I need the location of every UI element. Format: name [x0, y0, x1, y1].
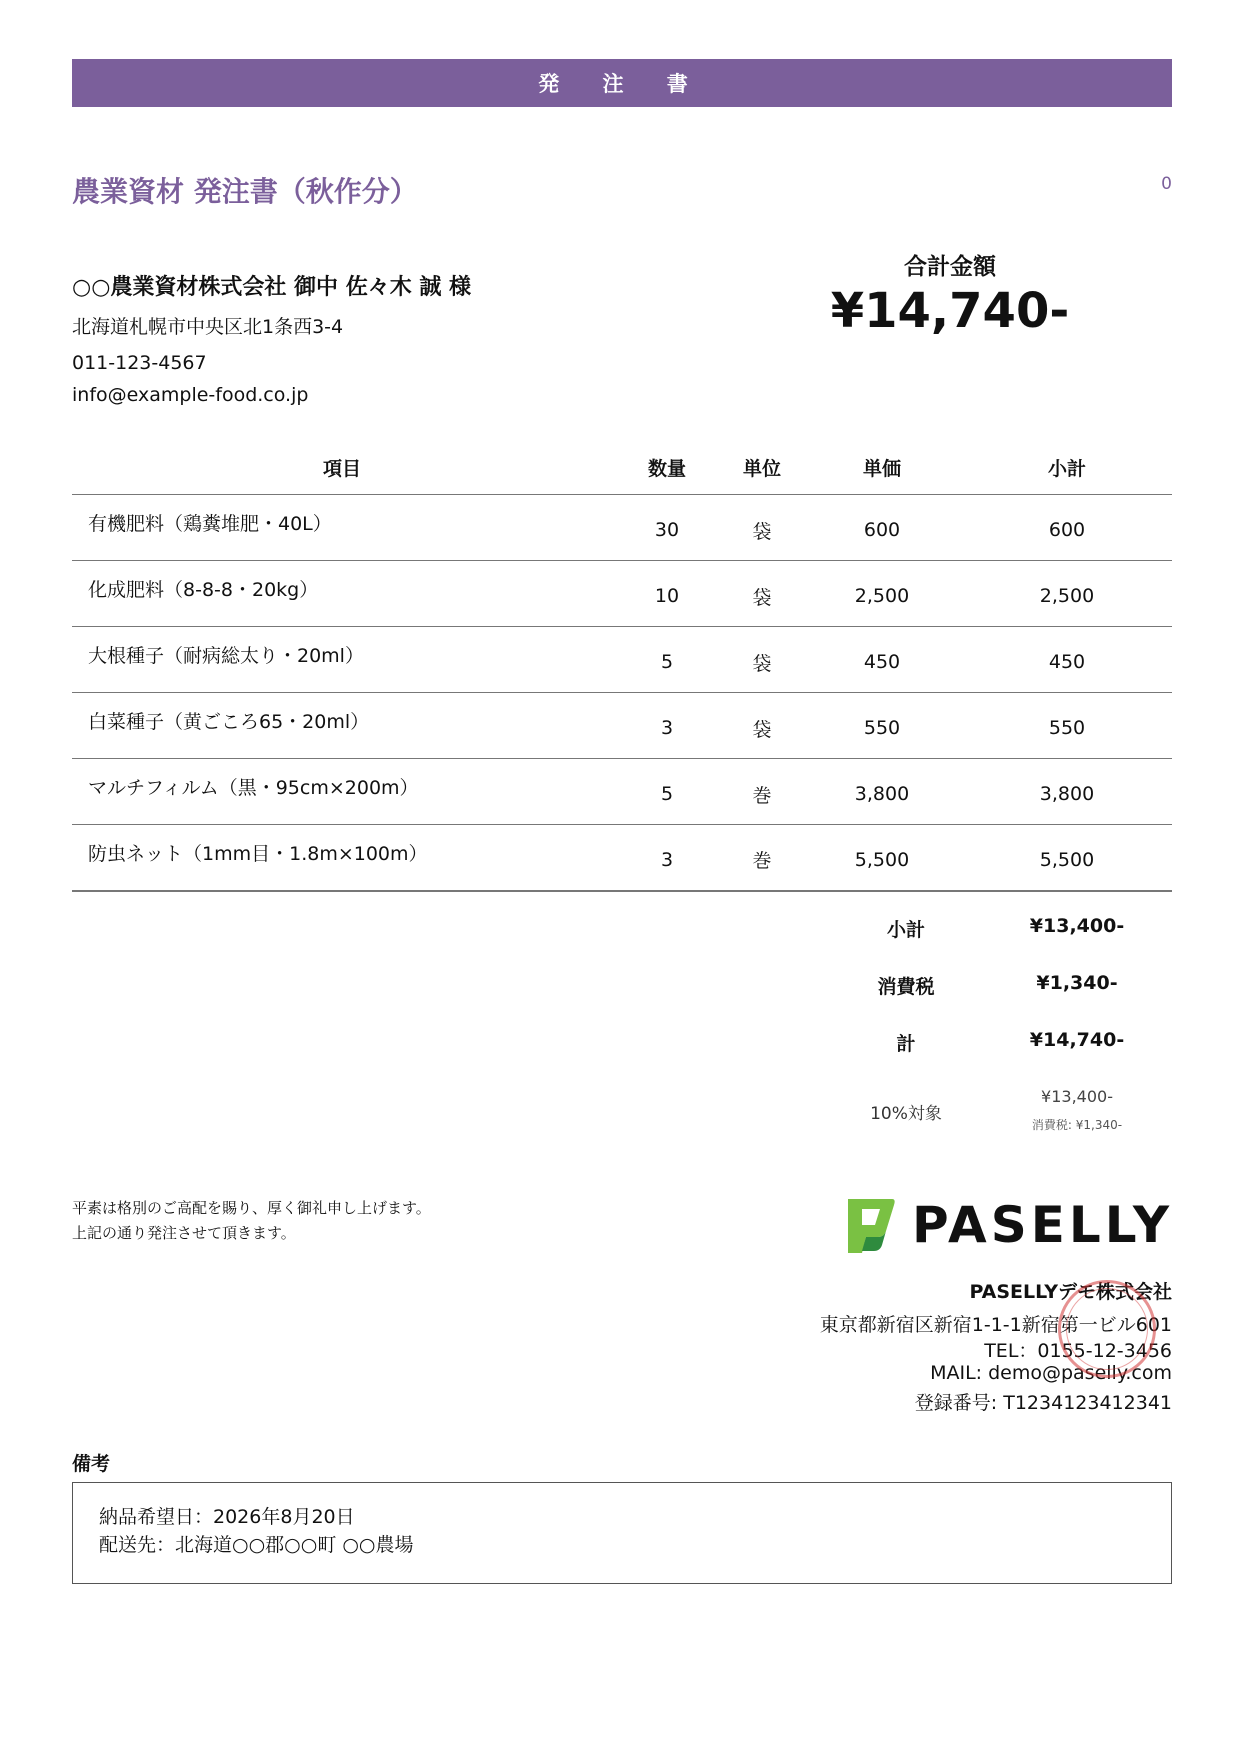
header-unit: 単位 — [722, 440, 802, 495]
item-unit-price: 3,800 — [802, 759, 962, 825]
table-row — [72, 561, 1172, 627]
items-table — [72, 440, 1172, 892]
item-name: 白菜種子（黄ごころ65・20ml） — [72, 693, 612, 759]
tax-rate-base: ¥13,400- — [1041, 1087, 1113, 1106]
summary-subtotal-label: 小計 — [886, 919, 925, 941]
header-unit-price: 単価 — [802, 440, 962, 495]
total-amount-label: 合計金額 — [904, 254, 996, 280]
item-unit: 袋 — [722, 495, 802, 561]
company-seal-stamp — [1058, 1280, 1156, 1378]
item-subtotal: 3,800 — [962, 759, 1172, 825]
summary-tax-label: 消費税 — [877, 976, 935, 998]
notes-line-1: 納品希望日：2026年8月20日 — [99, 1506, 355, 1528]
summary-total-value: ¥14,740- — [1029, 1029, 1125, 1051]
total-amount-value: ¥14,740- — [830, 283, 1070, 339]
table-header-row — [72, 440, 1172, 495]
item-quantity: 3 — [612, 825, 722, 891]
company-address: 東京都新宿区新宿1-1-1新宿第一ビル601 — [819, 1314, 1172, 1336]
item-quantity: 5 — [612, 627, 722, 693]
item-subtotal: 5,500 — [962, 825, 1172, 891]
item-unit-price: 550 — [802, 693, 962, 759]
document-title: 農業資材 発注書（秋作分） — [72, 175, 418, 208]
recipient-name: ○○農業資材株式会社 御中 佐々木 誠 様 — [72, 275, 472, 300]
table-row — [72, 693, 1172, 759]
item-unit-price: 600 — [802, 495, 962, 561]
item-unit: 巻 — [722, 825, 802, 891]
item-name: 有機肥料（鶏糞堆肥・40L） — [72, 495, 612, 561]
item-unit: 巻 — [722, 759, 802, 825]
item-name: マルチフィルム（黒・95cm×200m） — [72, 759, 612, 825]
banner-title: 発 注 書 — [538, 72, 706, 96]
greeting-line-1: 平素は格別のご高配を賜り、厚く御礼申し上げます。 — [72, 1199, 431, 1217]
item-subtotal: 2,500 — [962, 561, 1172, 627]
item-subtotal: 450 — [962, 627, 1172, 693]
page-number: 0 — [1161, 174, 1172, 194]
item-quantity: 3 — [612, 693, 722, 759]
summary-subtotal-value: ¥13,400- — [1029, 915, 1125, 937]
item-unit: 袋 — [722, 561, 802, 627]
item-subtotal: 600 — [962, 495, 1172, 561]
item-unit-price: 450 — [802, 627, 962, 693]
item-quantity: 5 — [612, 759, 722, 825]
table-row — [72, 627, 1172, 693]
header-item: 項目 — [72, 440, 612, 495]
table-row — [72, 495, 1172, 561]
summary-tax-value: ¥1,340- — [1036, 972, 1118, 994]
item-quantity: 30 — [612, 495, 722, 561]
item-unit: 袋 — [722, 627, 802, 693]
item-subtotal: 550 — [962, 693, 1172, 759]
notes-heading: 備考 — [72, 1453, 111, 1475]
header-subtotal: 小計 — [962, 440, 1172, 495]
header-quantity: 数量 — [612, 440, 722, 495]
notes-line-2: 配送先：北海道○○郡○○町 ○○農場 — [99, 1534, 414, 1556]
company-phone: TEL：0155-12-3456 — [984, 1340, 1172, 1362]
company-name: PASELLYデモ株式会社 — [969, 1281, 1172, 1303]
item-name: 防虫ネット（1mm目・1.8m×100m） — [72, 825, 612, 891]
tax-rate-label: 10%対象 — [870, 1104, 942, 1124]
company-logo-icon — [842, 1195, 898, 1257]
recipient-email: info@example-food.co.jp — [72, 384, 309, 406]
company-registration-number: 登録番号: T1234123412341 — [914, 1392, 1172, 1414]
company-email: MAIL: demo@paselly.com — [930, 1362, 1172, 1384]
notes-box — [72, 1482, 1172, 1584]
document-type-banner — [72, 59, 1172, 107]
item-unit-price: 2,500 — [802, 561, 962, 627]
item-name: 化成肥料（8-8-8・20kg） — [72, 561, 612, 627]
summary-total-label: 計 — [896, 1033, 916, 1055]
greeting-line-2: 上記の通り発注させて頂きます。 — [72, 1224, 296, 1242]
recipient-address: 北海道札幌市中央区北1条西3-4 — [72, 316, 344, 338]
item-unit: 袋 — [722, 693, 802, 759]
item-unit-price: 5,500 — [802, 825, 962, 891]
seal-inner-ring — [1066, 1288, 1148, 1370]
table-row — [72, 759, 1172, 825]
company-logo-text: PASELLY — [912, 1196, 1174, 1254]
table-row — [72, 825, 1172, 891]
recipient-phone: 011-123-4567 — [72, 352, 207, 374]
item-name: 大根種子（耐病総太り・20ml） — [72, 627, 612, 693]
item-quantity: 10 — [612, 561, 722, 627]
tax-rate-tax: 消費税: ¥1,340- — [1031, 1118, 1123, 1132]
